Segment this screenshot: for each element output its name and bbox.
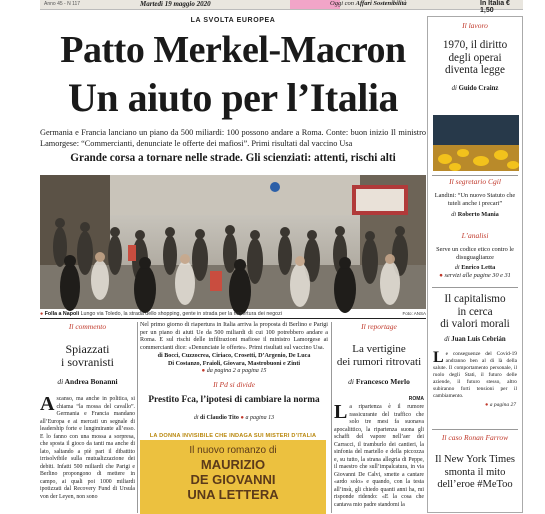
reportage-tag: Il reportage bbox=[361, 322, 397, 331]
commento-byline: di Andrea Bonanni bbox=[57, 377, 118, 386]
sidebar-analisi[interactable] bbox=[428, 231, 522, 280]
lead-headline-line2[interactable]: Un aiuto per l’Italia bbox=[68, 75, 398, 120]
commento-tag: Il commento bbox=[68, 322, 107, 331]
reportage-column bbox=[334, 322, 424, 508]
sidebar-lavoro[interactable] bbox=[428, 21, 522, 92]
center-summary: Nel primo giorno di riapertura in Italia arriva la proposta di Berlino e Parigi per un piano di aiuti Ue da 500 miliardi di cui 100 potrebbero andare a Roma. E sul rischi delle infiltrazioni mafiose il ministro Lamorgese ai commercianti dice: «Denunciate le offerte». Primi risultati sul vaccino Usa. bbox=[140, 322, 328, 351]
capitalismo-page: ● a pagina 27 bbox=[485, 401, 516, 408]
lead-kicker: LA SVOLTA EUROPEA bbox=[190, 17, 276, 24]
reportage-byline: di Francesco Merlo bbox=[348, 377, 410, 386]
ad-line3: DE GIOVANNI bbox=[190, 472, 276, 487]
right-sidebar bbox=[427, 16, 523, 513]
pd-byline: di di Claudio Tito ● a pagina 13 bbox=[193, 414, 275, 421]
center-column bbox=[140, 322, 328, 421]
analisi-tag: L’analisi bbox=[461, 231, 489, 240]
supplement-notice: Oggi con Affari Sostenibilità bbox=[330, 0, 407, 7]
lavoro-byline: di Guido Crainz bbox=[451, 84, 499, 92]
pd-tag: Il Pd si divide bbox=[213, 379, 255, 389]
analisi-byline: di Enrico Letta bbox=[454, 264, 496, 271]
book-ad[interactable] bbox=[140, 432, 326, 514]
camera-icon: ● bbox=[40, 311, 44, 317]
farrow-tag: Il caso Ronan Farrow bbox=[441, 433, 509, 442]
issue-number: Anno 45 - N 117 bbox=[44, 1, 81, 7]
reportage-title[interactable]: La vertigine dei rumori ritrovati bbox=[336, 343, 422, 368]
reportage-body: La ripartenza è il rumore rassicurante del traffico che solo tre mesi fa suonava apocalittico, la ripartenza suona gli schaffi del vapore nell’aer dei Carracci, il tramburlo dei cantieri, la sinfonia del martello e della piccozza e, su tutto, la strana allegria di Peppe, il maestro che sull’impalcatura, in via Giovanni De Calvi, smette a cantare «ardo solo» e quando, con la testa all’insù, gli chiedo quanti anni ha, mi risponde ridendo: «E la cosa che cantava mio padre standomi la bbox=[334, 401, 424, 508]
lavoro-photo[interactable] bbox=[433, 115, 519, 171]
cgil-text: Landini: “Un nuovo Statuto che tuteli anche i precari” bbox=[434, 192, 516, 207]
issue-date: Martedì 19 maggio 2020 bbox=[140, 0, 211, 8]
column-divider bbox=[331, 322, 332, 513]
lavoro-title[interactable]: 1970, il diritto degli operai diventa legge bbox=[442, 39, 508, 76]
column-divider bbox=[137, 322, 138, 513]
commento-column bbox=[40, 322, 135, 500]
lavoro-tag: Il lavoro bbox=[462, 21, 488, 30]
photo-credit: Foto: ANSA bbox=[402, 311, 426, 316]
commento-title[interactable]: Spiazzati i sovranisti bbox=[61, 342, 114, 369]
lead-photo[interactable] bbox=[40, 175, 426, 309]
sidebar-divider bbox=[432, 175, 518, 176]
farrow-title[interactable]: Il New York Times smonta il mito dell’eroe #MeToo bbox=[435, 454, 515, 490]
section-divider bbox=[40, 318, 426, 319]
cgil-byline: di Roberto Mania bbox=[451, 211, 499, 218]
capitalismo-body: Le conseguenze del Covid-19 andranno ben al di là della salute. Il comportamento personale, il ruolo degli Stati, il futuro delle aziende, il futuro stesso, altro subiranno forti tensioni per il cambiamento. bbox=[433, 348, 517, 399]
lead-summary: Germania e Francia lanciano un piano da 500 miliardi: 100 possono andare a Roma. Conte: buon inizio Il ministro Lamorgese: “Commercianti, denunciate le offerte dei mafiosi”. Primi risultati dal vaccino Usa bbox=[40, 128, 426, 148]
ad-line1: Il nuovo romanzo di bbox=[189, 445, 277, 456]
lead-headline-line1[interactable]: Patto Merkel-Macron bbox=[60, 29, 406, 71]
pd-headline[interactable]: Prestito Fca, l’ipotesi di cambiare la norma bbox=[148, 394, 320, 405]
analisi-text: Serve un codice etico contro le disuguaglianze bbox=[436, 246, 514, 261]
sidebar-divider bbox=[432, 429, 518, 430]
commento-body: Ascanso, ma anche in politica, si chiama “la mossa del cavallo”. Germania e Francia mandano all’Europa e ai mercati un segnale di leadership forte e lungimirante all’esso. E lo fanno con una mossa a sorpresa, che sposta il gioco da tanti ma anche di lato, saltando a piè pari il dibattito irrisolvibile sulla mutualizzazione dei debiti. Infatti 500 miliardi che Parigi e Berlino propongono di mettere in campo, ai quali poi 1000 miliardi ipotizzati dal Recovery Fund di Ursula von der Leyen, non sono bbox=[40, 393, 135, 500]
sidebar-capitalismo[interactable] bbox=[428, 293, 522, 409]
capitalismo-byline: di Juan Luis Cebrián bbox=[444, 335, 506, 343]
ad-line2: MAURIZIO bbox=[200, 457, 266, 472]
hard-hats-photo bbox=[433, 115, 519, 171]
masthead-strip bbox=[40, 0, 523, 14]
cgil-tag: Il segretario Cgil bbox=[449, 177, 501, 186]
sidebar-divider bbox=[432, 287, 518, 288]
analisi-pages: ● servizi alle pagine 30 e 31 bbox=[439, 272, 511, 279]
price: In Italia € 1,50 bbox=[480, 0, 510, 14]
reportage-place: ROMA bbox=[408, 396, 424, 402]
center-authors: di Bocci, Cuzzocrea, Ciriaco, Crosetti, D’Argenio, De Luca Di Costanzo, Fraioli, Giovara, Mastrobuoni e Zinti ● da pagina 2 a pagina 15 bbox=[157, 353, 311, 374]
crowd-street-photo bbox=[40, 175, 426, 309]
sidebar-cgil[interactable] bbox=[428, 177, 522, 219]
capitalismo-title[interactable]: Il capitalismo in cerca di valori morali bbox=[440, 293, 510, 330]
photo-caption: ● Folla a Napoli Lungo via Toledo, la strada dello shopping, gente in strada per la riapertura dei negozi Foto: ANSA bbox=[40, 311, 426, 317]
ad-line4: UNA LETTERA bbox=[187, 487, 279, 502]
sidebar-farrow[interactable] bbox=[428, 433, 522, 492]
ad-strap: LA DONNA INVISIBILE CHE INDAGA SUI MISTERI D’ITALIA bbox=[140, 432, 326, 440]
lead-deck[interactable]: Grande corsa a tornare nelle strade. Gli scienziati: attenti, rischi alti bbox=[70, 152, 396, 164]
